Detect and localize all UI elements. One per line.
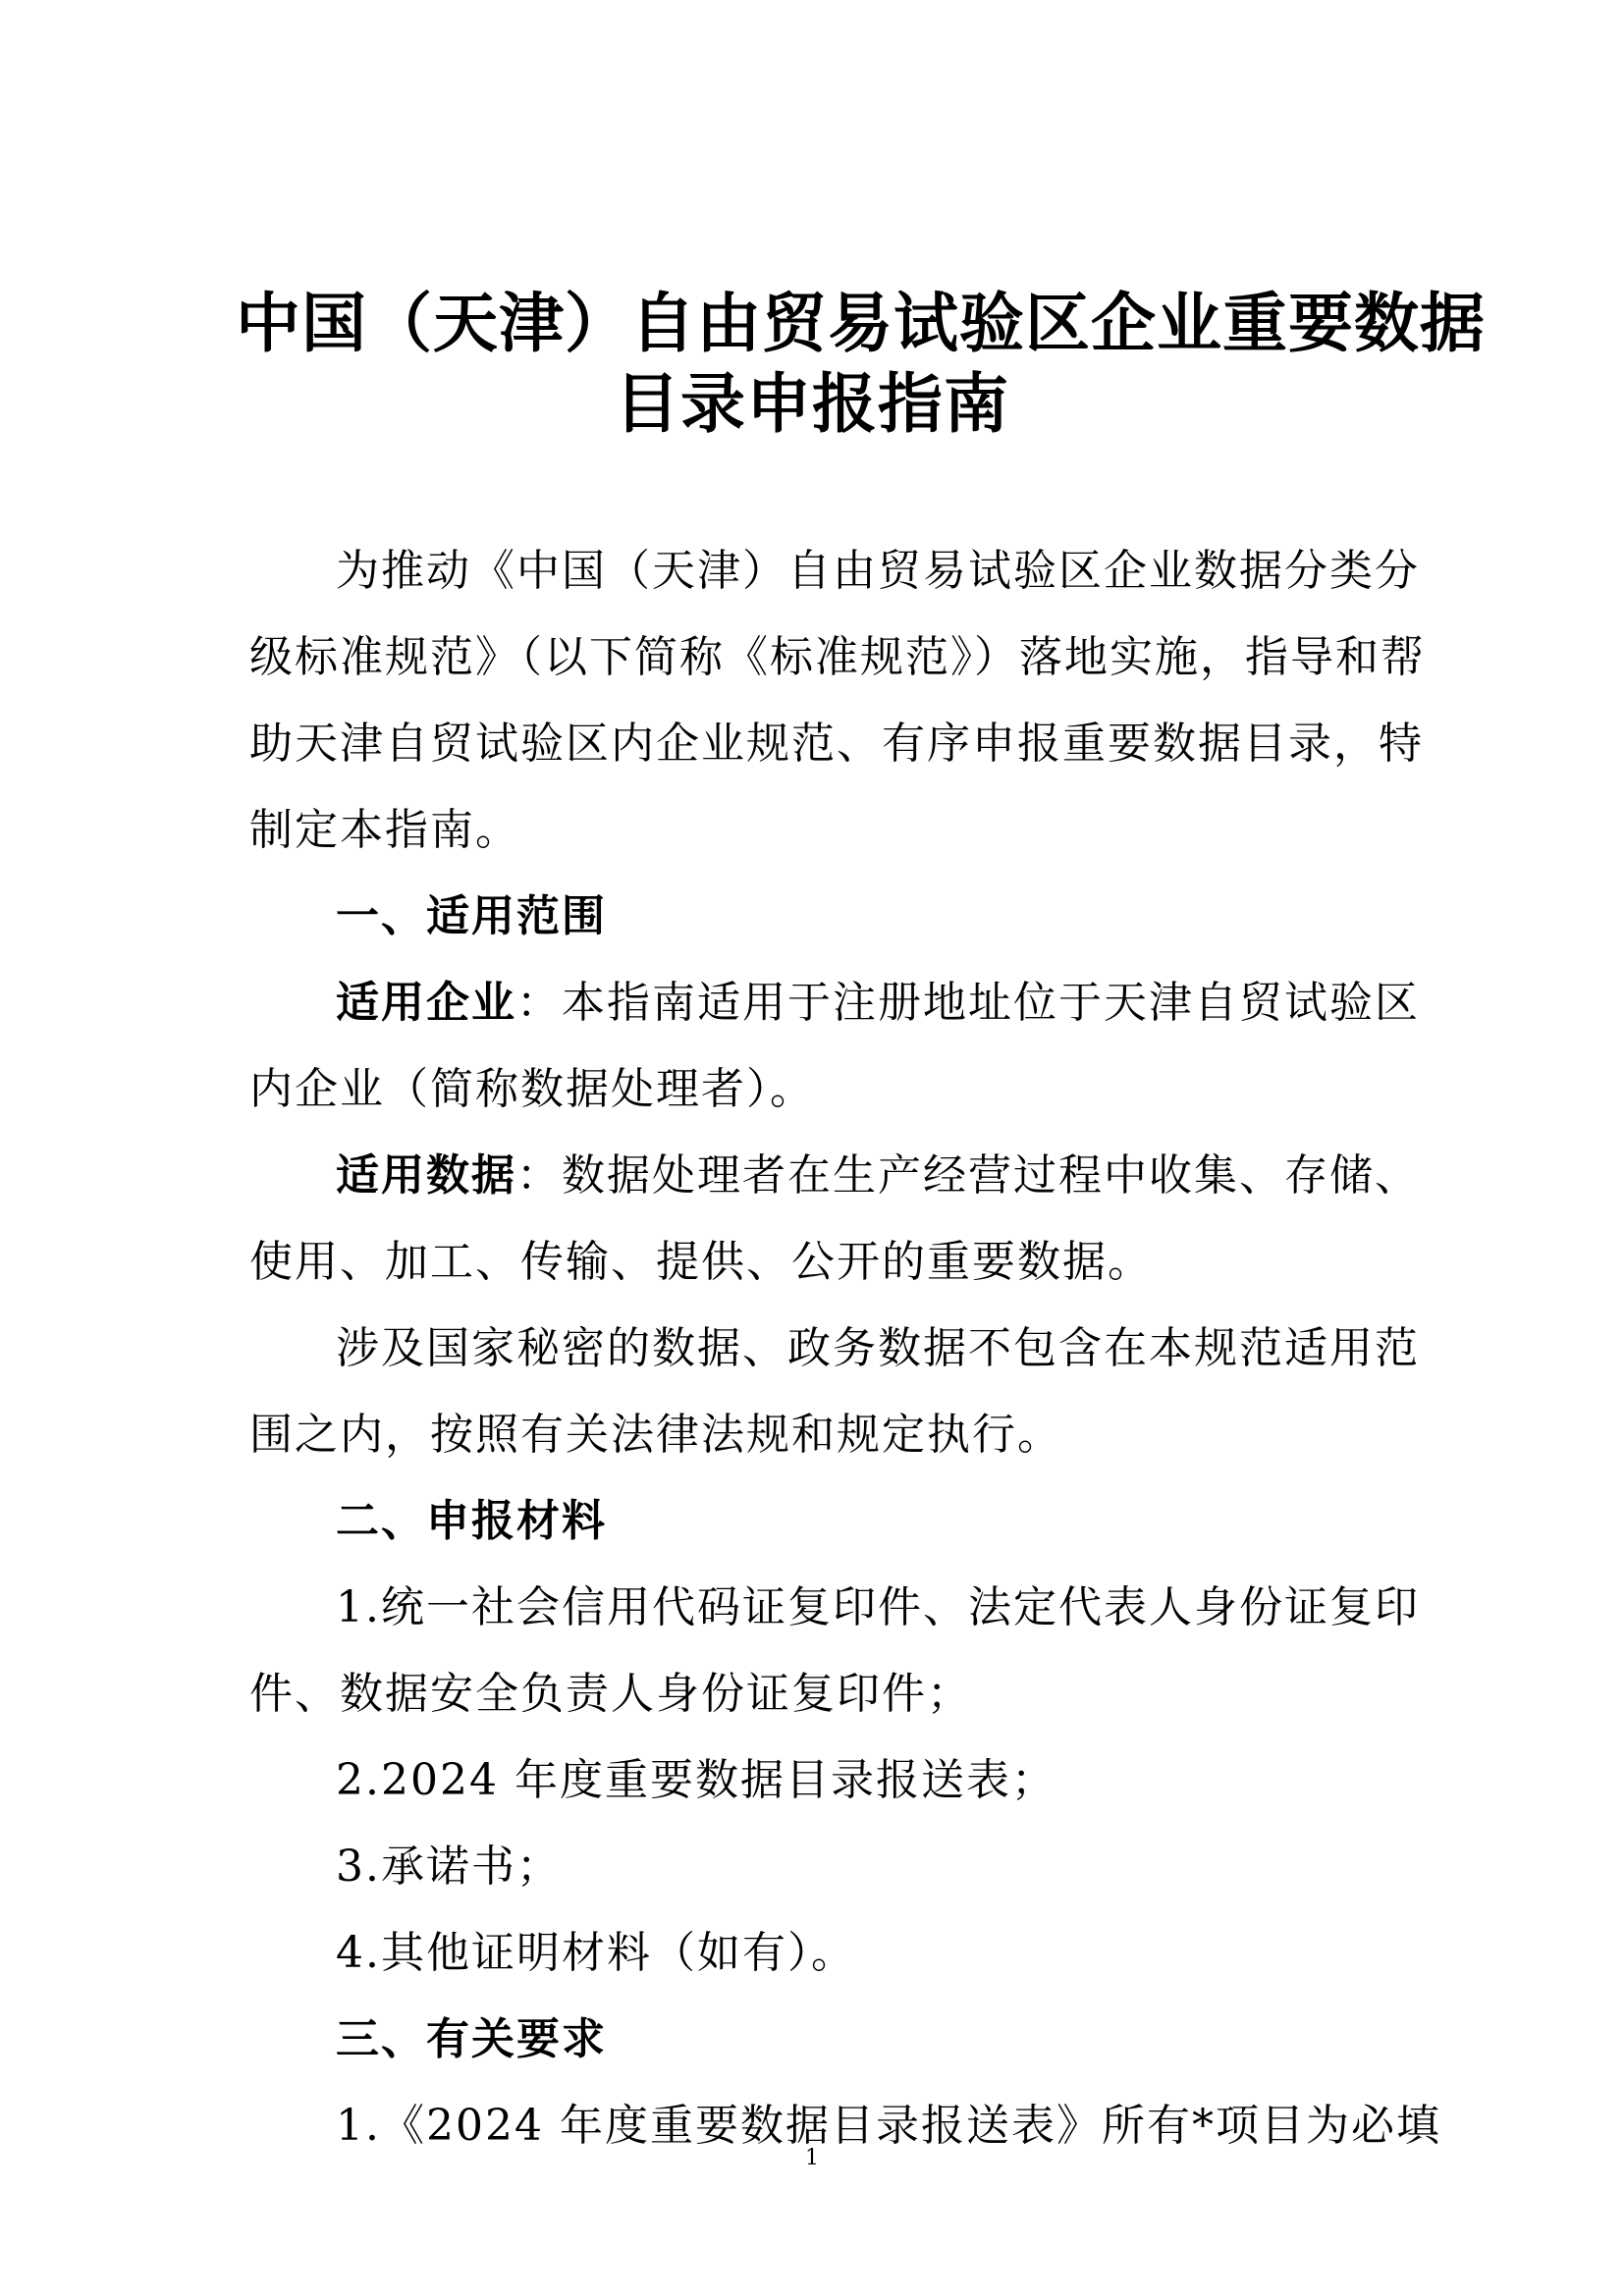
section-1-p1-lead: 适用企业 — [336, 978, 516, 1028]
section-1-paragraph-3-line-2: 围之内，按照有关法律法规和规定执行。 — [249, 1410, 1062, 1460]
section-2-item-3: 3.承诺书； — [336, 1842, 562, 1892]
section-2-item-1-line-1: 1.统一社会信用代码证复印件、法定代表人身份证复印 — [336, 1582, 1420, 1632]
section-2-item-1-line-2: 件、数据安全负责人身份证复印件； — [249, 1669, 972, 1719]
intro-line-4: 制定本指南。 — [249, 805, 520, 855]
section-1-paragraph-2-line-2: 使用、加工、传输、提供、公开的重要数据。 — [249, 1237, 1153, 1287]
section-1-paragraph-3-line-1: 涉及国家秘密的数据、政务数据不包含在本规范适用范 — [336, 1323, 1420, 1373]
intro-line-3: 助天津自贸试验区内企业规范、有序申报重要数据目录，特 — [249, 719, 1424, 769]
section-1-p1-text: ：本指南适用于注册地址位于天津自贸试验区 — [516, 978, 1420, 1028]
intro-line-1: 为推动《中国（天津）自由贸易试验区企业数据分类分 — [336, 546, 1420, 596]
section-1-p2-lead: 适用数据 — [336, 1150, 516, 1201]
intro-line-2: 级标准规范》（以下简称《标准规范》）落地实施，指导和帮 — [249, 632, 1426, 682]
section-1-paragraph-2-line-1 — [336, 1147, 1420, 1205]
section-1-paragraph-1-line-1 — [336, 974, 1420, 1033]
section-1-p2-text: ：数据处理者在生产经营过程中收集、存储、 — [516, 1150, 1420, 1201]
section-3-item-1-line-1: 1.《2024 年度重要数据目录报送表》所有*项目为必填 — [336, 2101, 1441, 2151]
section-1-paragraph-1-line-2: 内企业（简称数据处理者）。 — [249, 1064, 815, 1114]
section-2-heading: 二、申报材料 — [336, 1496, 607, 1546]
document-title-line-2: 目录申报指南 — [615, 366, 1009, 442]
section-1-heading: 一、适用范围 — [336, 891, 607, 941]
section-2-item-4: 4.其他证明材料（如有）。 — [336, 1928, 856, 1978]
document-title-line-1: 中国（天津）自由贸易试验区企业重要数据 — [236, 286, 1486, 361]
section-2-item-2: 2.2024 年度重要数据目录报送表； — [336, 1755, 1056, 1805]
page-number: 1 — [805, 2146, 819, 2170]
section-3-heading: 三、有关要求 — [336, 2014, 607, 2064]
